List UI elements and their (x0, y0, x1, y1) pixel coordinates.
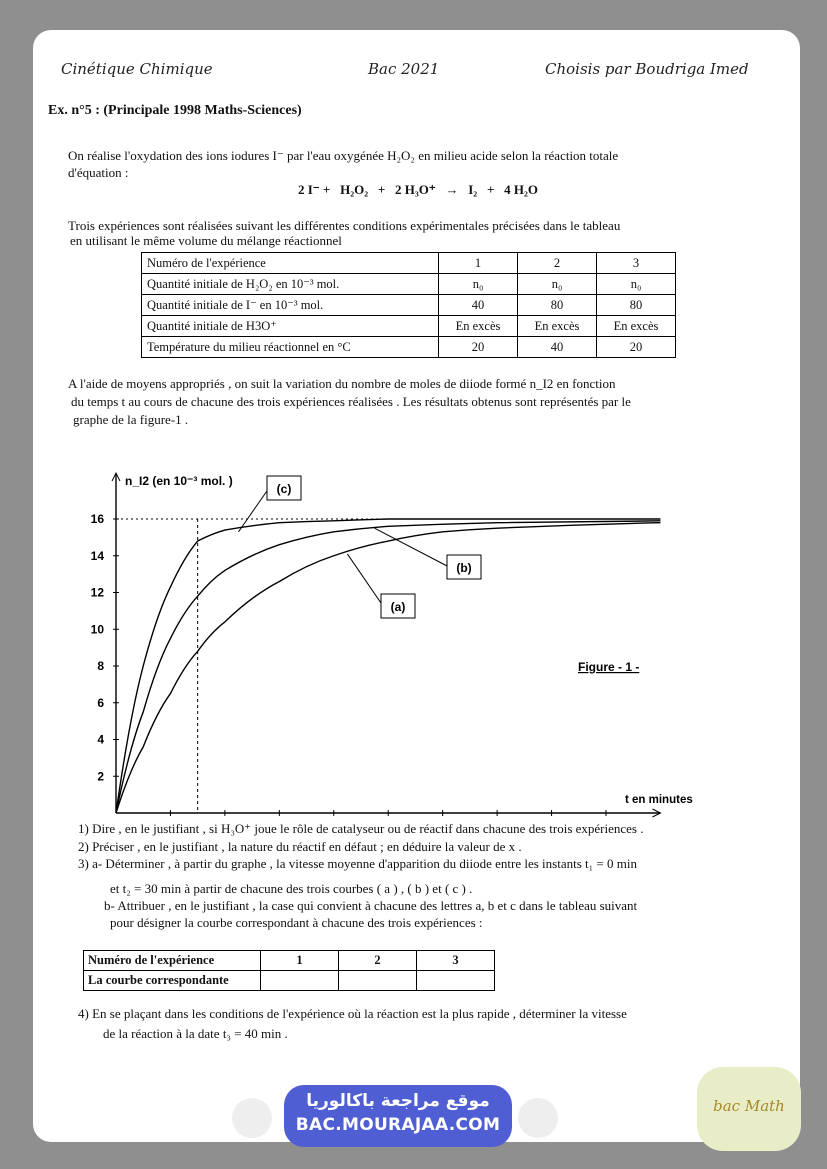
y-tick-label: 16 (90, 512, 104, 526)
table-cell: Quantité initiale de H₂O₂ en 10⁻³ mol. (142, 274, 439, 295)
table-cell: 1 (261, 951, 339, 971)
y-tick-label: 12 (90, 585, 104, 600)
curve-label: (c) (276, 482, 292, 496)
graph-text-1: A l'aide de moyens appropriés , on suit la variation du nombre de moles de diiode formé n_I2 en fonction (68, 376, 616, 391)
table-cell: n₀ (439, 274, 518, 295)
table-cell: 80 (518, 295, 597, 316)
table-row (142, 337, 676, 358)
table-cell: Quantité initiale de H3O⁺ (142, 316, 439, 337)
header-year: Bac 2021 (368, 60, 440, 78)
conditions-table (141, 252, 676, 358)
question-3b-cont: pour désigner la courbe correspondant à chacune des trois expériences : (110, 915, 483, 930)
table-row (142, 295, 676, 316)
table-cell: La courbe correspondante (84, 971, 261, 991)
document-page (33, 30, 800, 1142)
figure-label: Figure - 1 - (578, 660, 640, 674)
y-tick-label: 2 (97, 769, 104, 784)
table-row (142, 316, 676, 337)
intro-line-2: d'équation : (68, 165, 129, 180)
table-cell: En excès (518, 316, 597, 337)
x-axis-title: t en minutes (625, 794, 693, 806)
table-cell (417, 971, 495, 991)
reaction-equation: 2 I⁻ + H₂O₂ + 2 H₃O⁺ → I₂ + 4 H₂O (298, 182, 538, 197)
intro-line-1: On réalise l'oxydation des ions iodures I⁻ par l'eau oxygénée H₂O₂ en milieu acide selon la réaction totale (68, 148, 619, 163)
header-subject: Cinétique Chimique (61, 60, 213, 78)
question-4: 4) En se plaçant dans les conditions de l'expérience où la réaction est la plus rapide , déterminer la vitesse (78, 1006, 627, 1021)
table-cell: 40 (439, 295, 518, 316)
experiments-line-2: en utilisant le même volume du mélange réactionnel (70, 233, 342, 248)
question-3a: 3) a- Déterminer , à partir du graphe , la vitesse moyenne d'apparition du diiode entre les instants t₁ = 0 min (78, 856, 637, 871)
curve-assignment-table (83, 950, 495, 991)
curve-label-pointer (375, 528, 449, 567)
graph-text-2: du temps t au cours de chacune des trois expériences réalisées . Les résultats obtenus sont représentés par le (71, 394, 631, 409)
exercise-title: Ex. n°5 : (Principale 1998 Maths-Sciences) (48, 103, 302, 118)
table-cell: Quantité initiale de I⁻ en 10⁻³ mol. (142, 295, 439, 316)
table-cell: Numéro de l'expérience (84, 951, 261, 971)
header-author: Choisis par Boudriga Imed (545, 60, 749, 78)
table-cell: 3 (597, 253, 676, 274)
table-cell: Température du milieu réactionnel en °C (142, 337, 439, 358)
question-3b: b- Attribuer , en le justifiant , la case qui convient à chacune des lettres a, b et c dans le tableau suivant (104, 898, 638, 913)
table-cell: 80 (597, 295, 676, 316)
question-1: 1) Dire , en le justifiant , si H₃O⁺ joue le rôle de catalyseur ou de réactif dans chacune des trois expériences . (78, 821, 644, 836)
table-row (142, 274, 676, 295)
y-tick-label: 8 (97, 659, 104, 673)
bac-math-logo-text: bac Math (713, 1097, 785, 1115)
table-cell: n₀ (518, 274, 597, 295)
y-axis-title: n_I2 (en 10⁻³ mol. ) (125, 474, 233, 488)
table-cell: En excès (439, 316, 518, 337)
site-url[interactable]: BAC.MOURAJAA.COM (295, 1115, 501, 1135)
table-cell: 2 (518, 253, 597, 274)
curve-label-pointer (347, 554, 383, 606)
question-2: 2) Préciser , en le justifiant , la nature du réactif en défaut ; en déduire la valeur de x . (78, 839, 522, 854)
bac-math-logo (697, 1067, 801, 1151)
experiments-line-1: Trois expériences sont réalisées suivant les différentes conditions expérimentales précisées dans le tableau (68, 218, 621, 233)
table-cell: 40 (518, 337, 597, 358)
table-row (142, 253, 676, 274)
question-4-cont: de la réaction à la date t₃ = 40 min . (103, 1026, 288, 1041)
table-cell: 3 (417, 951, 495, 971)
table-cell (261, 971, 339, 991)
site-logo-right (518, 1098, 558, 1138)
table-row (84, 971, 495, 991)
site-name-arabic: موقع مراجعة باكالوريا (306, 1091, 490, 1111)
y-tick-label: 6 (97, 695, 104, 710)
curve-label: (b) (456, 561, 472, 575)
y-tick-label: 10 (90, 622, 104, 637)
table-cell: 20 (597, 337, 676, 358)
site-badge[interactable] (284, 1085, 512, 1147)
table-cell: Numéro de l'expérience (142, 253, 439, 274)
y-tick-label: 4 (97, 732, 104, 747)
table-cell (339, 971, 417, 991)
y-tick-label: 14 (90, 548, 104, 563)
table-cell: En excès (597, 316, 676, 337)
graph-text-3: graphe de la figure-1 . (73, 412, 189, 427)
site-logo-left (232, 1098, 272, 1138)
question-3a-cont: et t₂ = 30 min à partir de chacune des trois courbes ( a ) , ( b ) et ( c ) . (110, 881, 473, 896)
figure-1-chart (33, 435, 800, 820)
table-cell: n₀ (597, 274, 676, 295)
table-cell: 20 (439, 337, 518, 358)
curve-label: (a) (390, 600, 406, 614)
table-cell: 1 (439, 253, 518, 274)
table-cell: 2 (339, 951, 417, 971)
table-row (84, 951, 495, 971)
